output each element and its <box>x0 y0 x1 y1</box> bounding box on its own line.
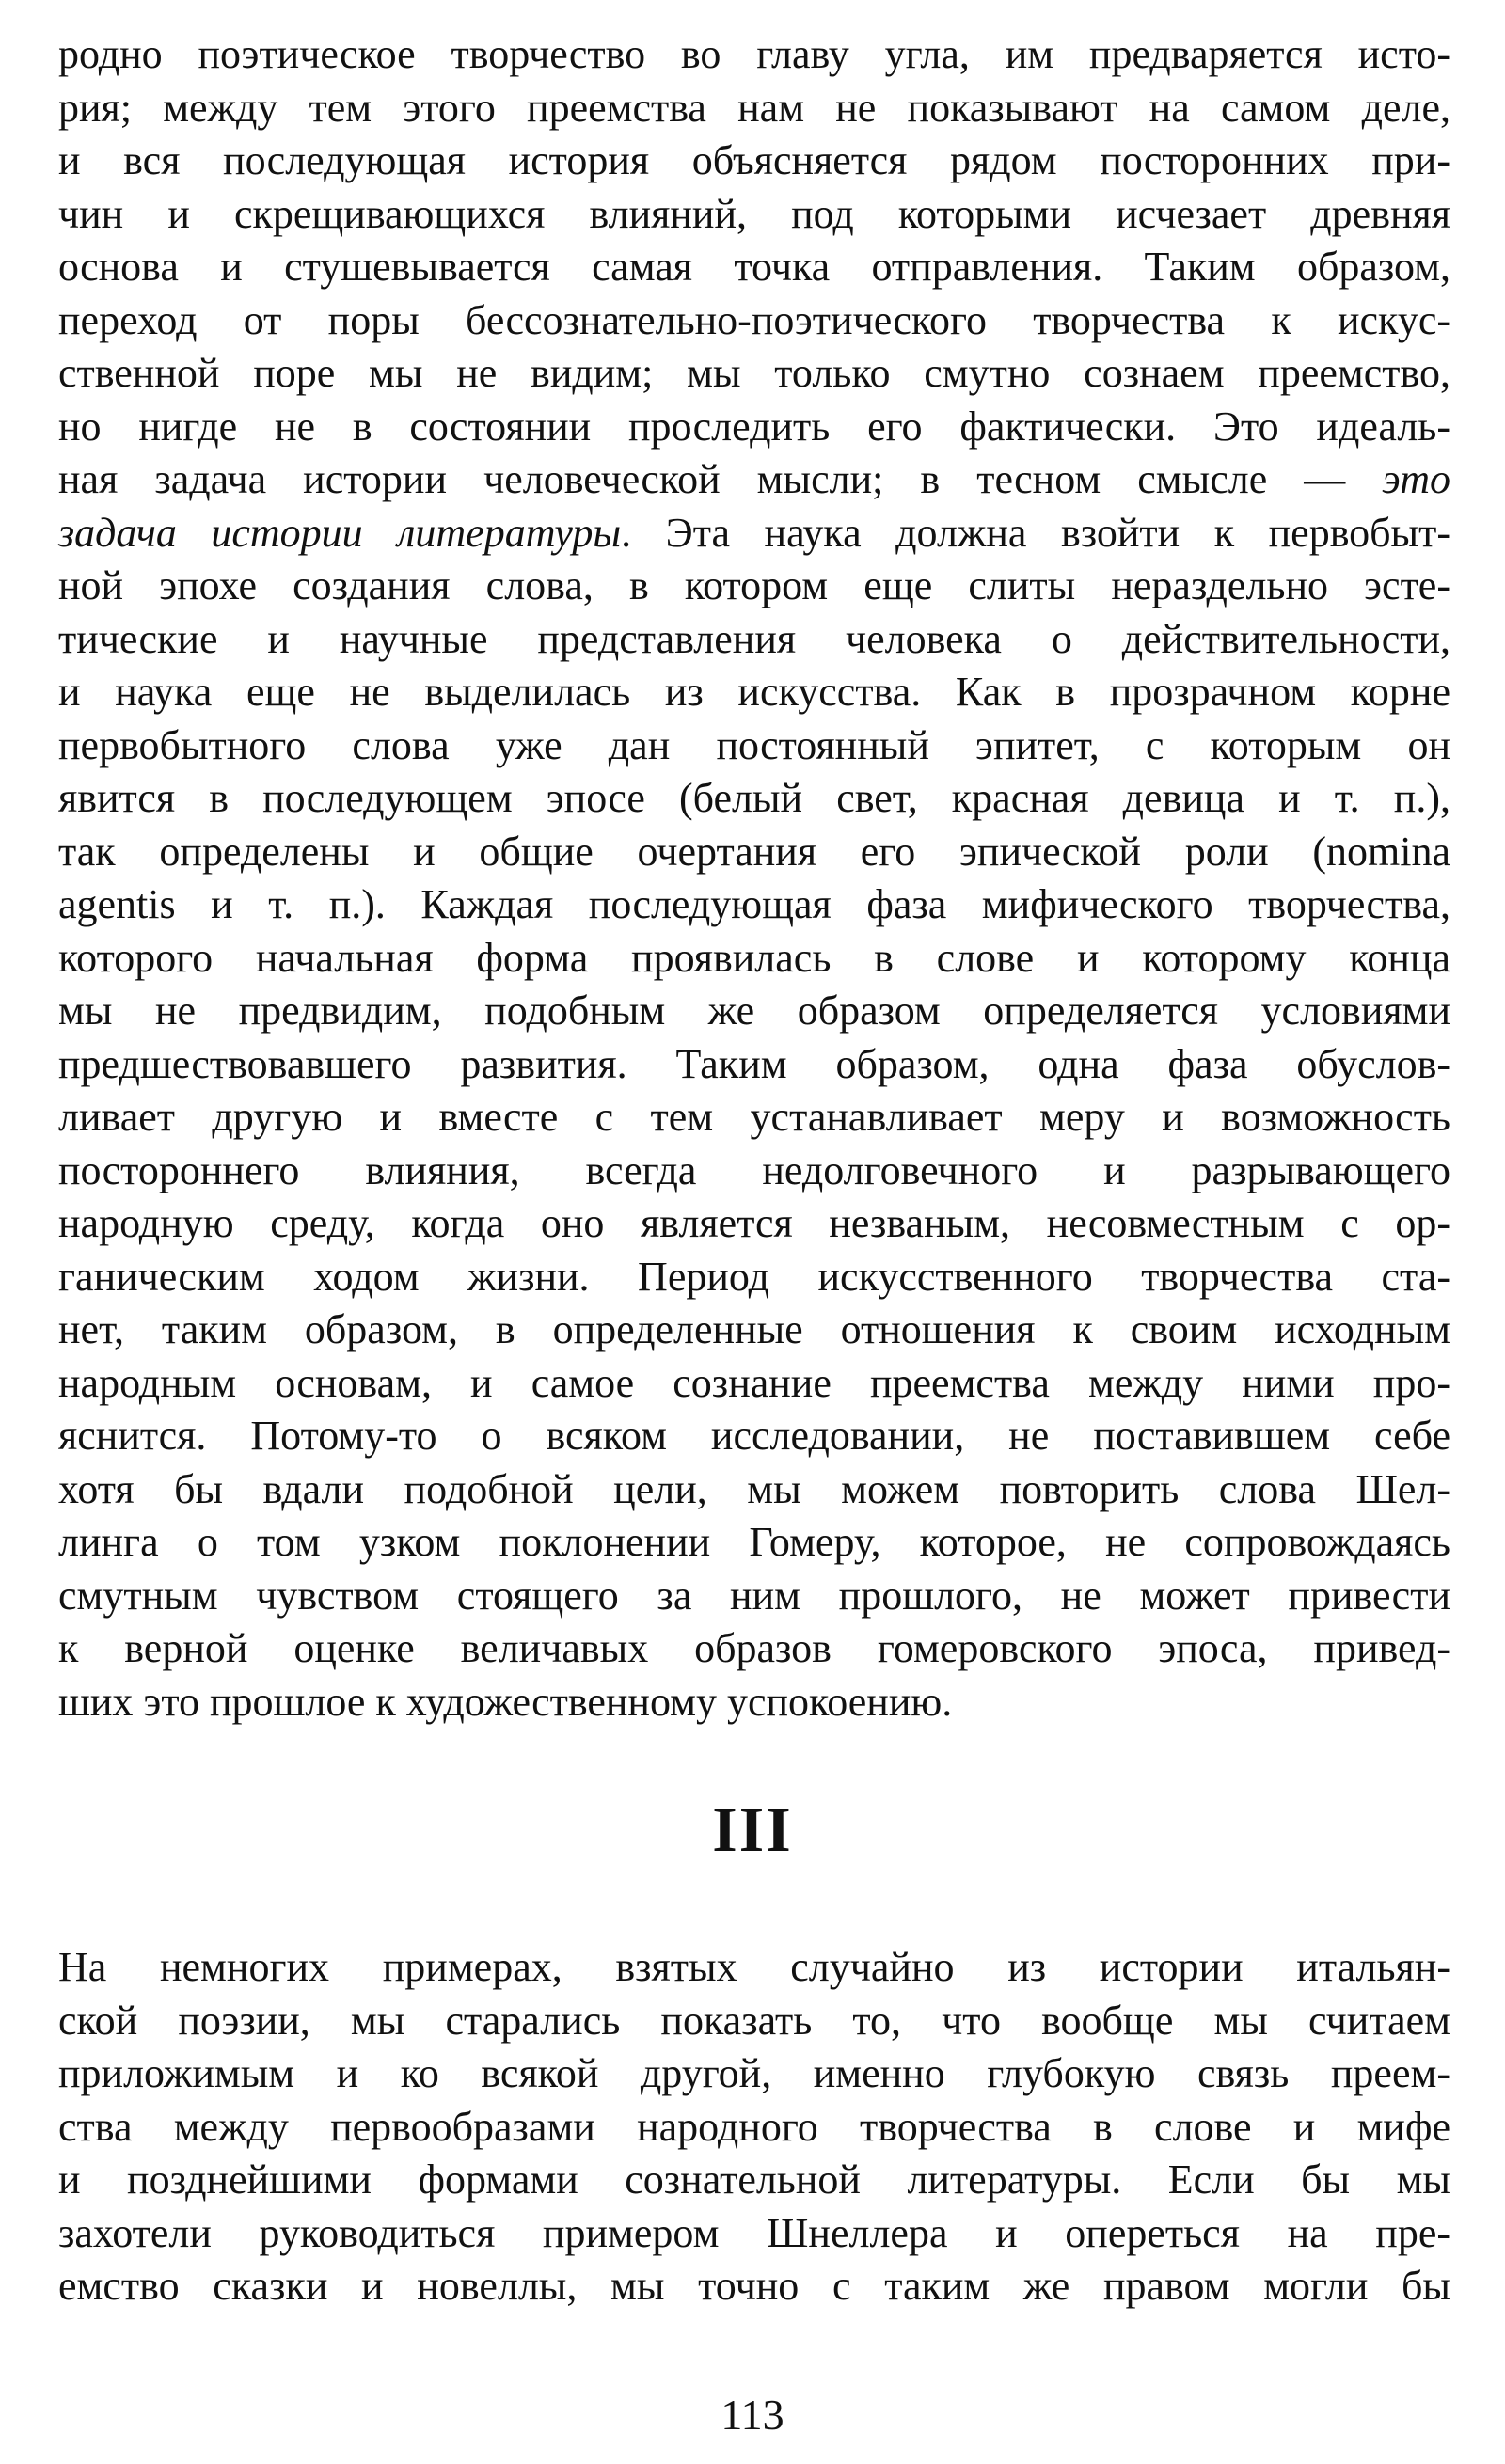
body-paragraph-2 <box>58 1941 1450 2314</box>
text-line: смутным чувством стоящего за ним прошлого, не может привести <box>58 1572 1450 1619</box>
text-line: и наука еще не выделилась из искусства. Как в прозрачном корне <box>58 669 1450 715</box>
text-line: явится в последующем эпосе (белый свет, красная девица и т. п.), <box>58 775 1450 821</box>
text-line: к верной оценке величавых образов гомеровского эпоса, привед- <box>58 1625 1450 1671</box>
text-line: приложимым и ко всякой другой, именно глубокую связь преем- <box>58 2050 1450 2096</box>
italic-text-segment: это <box>1382 456 1450 502</box>
italic-text-segment: задача истории литературы <box>58 509 622 556</box>
text-line: родно поэтическое творчество во главу угла, им предваряется исто- <box>58 31 1450 77</box>
text-line: тические и научные представления человека о действительности, <box>58 615 1450 662</box>
text-line: ственной поре мы не видим; мы только смутно сознаем преемство, <box>58 350 1450 396</box>
text-line: основа и стушевывается самая точка отправления. Таким образом, <box>58 244 1450 290</box>
text-line: емство сказки и новеллы, мы точно с таким же правом могли бы <box>58 2263 1450 2309</box>
text-line: ской поэзии, мы старались показать то, что вообще мы считаем <box>58 1997 1450 2044</box>
text-line: рия; между тем этого преемства нам не показывают на самом деле, <box>58 84 1450 131</box>
text-line: и позднейшими формами сознательной литературы. Если бы мы <box>58 2156 1450 2203</box>
text-line: линга о том узком поклонении Гомеру, которое, не сопровождаясь <box>58 1519 1450 1565</box>
text-line-with-italic <box>58 453 1450 507</box>
text-line: предшествовавшего развития. Таким образом, одна фаза обуслов- <box>58 1040 1450 1087</box>
text-line: agentis и т. п.). Каждая последующая фаза мифического творчества, <box>58 881 1450 927</box>
text-line: так определены и общие очертания его эпической роли (nomina <box>58 828 1450 875</box>
text-line: и вся последующая история объясняется рядом посторонних при- <box>58 137 1450 183</box>
text-line: постороннего влияния, всегда недолговечного и разрывающего <box>58 1146 1450 1193</box>
text-segment: ная задача истории человеческой мысли; в тесном смысле — <box>58 456 1346 502</box>
text-line: ства между первообразами народного творчества в слове и мифе <box>58 2103 1450 2150</box>
text-line: но нигде не в состоянии проследить его фактически. Это идеаль- <box>58 403 1450 450</box>
text-line: ганическим ходом жизни. Период искусственного творчества ста- <box>58 1253 1450 1300</box>
text-line: чин и скрещивающихся влияний, под которыми исчезает древняя <box>58 190 1450 237</box>
text-line: народную среду, когда оно является незваным, несовместным с ор- <box>58 1200 1450 1246</box>
text-line: нет, таким образом, в определенные отношения к своим исходным <box>58 1306 1450 1352</box>
text-line: ших это прошлое к художественному успокоению. <box>58 1678 953 1725</box>
body-paragraph-1 <box>58 28 1450 1729</box>
text-line: народным основам, и самое сознание преемства между ними про- <box>58 1359 1450 1406</box>
text-line: первобытного слова уже дан постоянный эпитет, с которым он <box>58 721 1450 768</box>
text-line: ной эпохе создания слова, в котором еще слиты нераздельно эсте- <box>58 562 1450 608</box>
text-line: мы не предвидим, подобным же образом определяется условиями <box>58 987 1450 1034</box>
text-line-with-italic <box>58 507 1450 561</box>
text-line: яснится. Потому-то о всяком исследовании, не поставившем себе <box>58 1413 1450 1459</box>
text-line: переход от поры бессознательно-поэтического творчества к искус- <box>58 296 1450 343</box>
text-line: хотя бы вдали подобной цели, мы можем повторить слова Шел- <box>58 1465 1450 1512</box>
text-segment: . Эта наука должна взойти к первобыт- <box>621 509 1450 556</box>
page-number: 113 <box>721 2391 784 2439</box>
text-line: ливает другую и вместе с тем устанавливает меру и возможность <box>58 1094 1450 1140</box>
text-line: захотели руководиться примером Шнеллера и опереться на пре- <box>58 2209 1450 2256</box>
section-heading: III <box>712 1793 793 1865</box>
text-line: которого начальная форма проявилась в слове и которому конца <box>58 934 1450 981</box>
text-line: На немногих примерах, взятых случайно из истории итальян- <box>58 1944 1450 1990</box>
